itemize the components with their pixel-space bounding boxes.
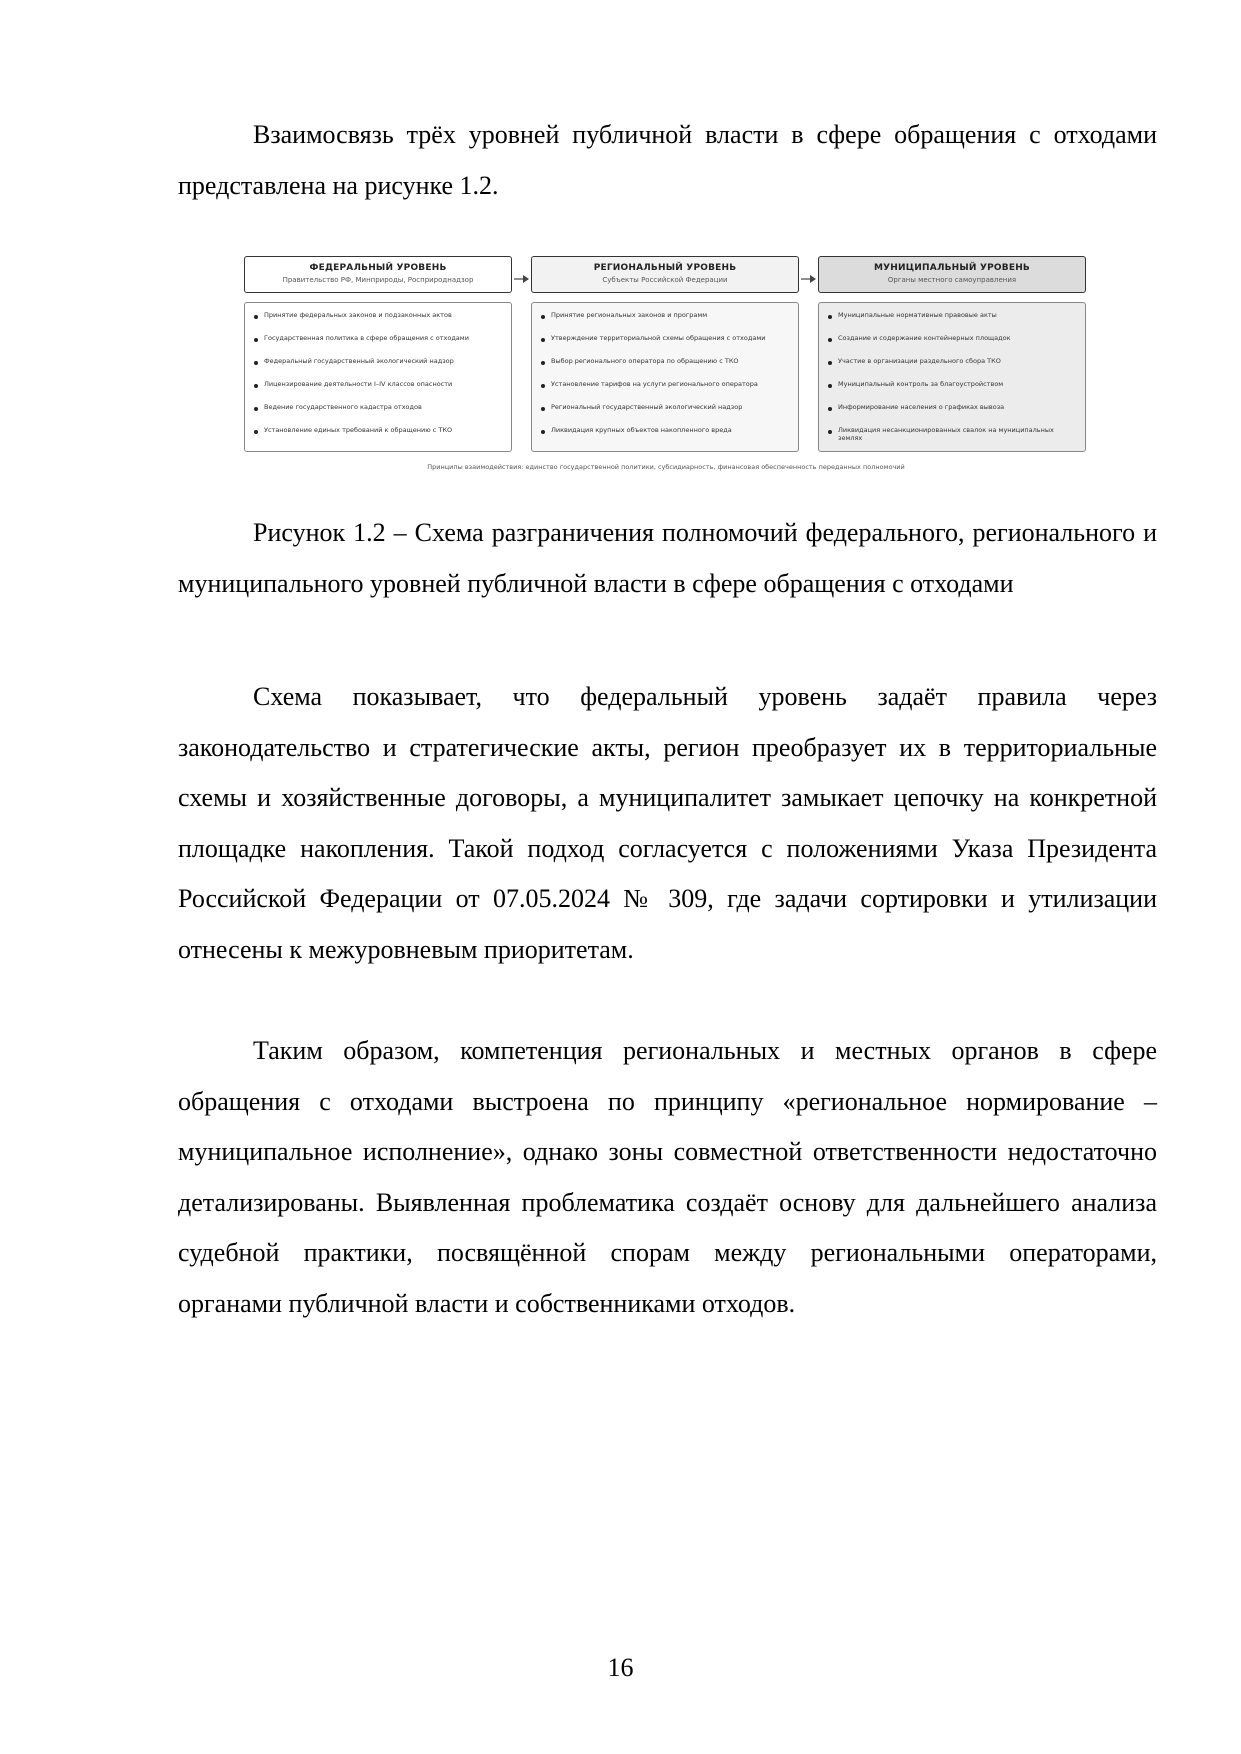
bullet-icon [541,430,545,434]
bullet-icon [828,430,832,434]
list-item: Установление тарифов на услуги регионального оператора [540,378,792,401]
bullet-icon [828,315,832,319]
list-item: Ликвидация несанкционированных свалок на муниципальных землях [827,424,1079,447]
bullet-icon [828,384,832,388]
bullet-icon [541,315,545,319]
arrow-right-icon [801,274,817,284]
list-item: Утверждение территориальной схемы обращения с отходами [540,332,792,355]
figure-footnote: Принципы взаимодействия: единство государственной политики, субсидиарность, финансовая обеспеченность переданных полномочий [427,463,905,471]
list-item: Принятие региональных законов и программ [540,309,792,332]
figure-caption: Рисунок 1.2 – Схема разграничения полномочий федерального, регионального и муниципального уровней публичной власти в сфере обращения с отходами [178,518,1157,598]
page-number: 16 [607,1653,634,1682]
bullet-icon [541,384,545,388]
list-item: Принятие федеральных законов и подзаконных актов [253,309,505,332]
list-item: Муниципальный контроль за благоустройством [827,378,1079,401]
bullet-icon [828,338,832,342]
list-item: Муниципальные нормативные правовые акты [827,309,1079,332]
bullet-icon [828,407,832,411]
regional-level-header [531,256,799,293]
list-item: Установление единых требований к обращению с ТКО [253,424,505,447]
federal-level-header [244,256,512,293]
list-item: Ликвидация крупных объектов накопленного вреда [540,424,792,447]
municipal-level-header [818,256,1086,293]
list-item: Создание и содержание контейнерных площадок [827,332,1079,355]
bullet-icon [254,407,258,411]
figure-1-2-diagram [244,256,1088,476]
body-paragraph: Таким образом, компетенция региональных и местных органов в сфере обращения с отходами выстроена по принципу «региональное нормирование – муниципальное исполнение», однако зоны совместной ответственности недостаточно детализированы. Выявленная проблематика создаёт основу для дальнейшего анализа судебной практики, посвящённой спорам между региональными операторами, органами публичной власти и собственниками отходов. [178,1036,1157,1318]
bullet-icon [541,407,545,411]
bullet-icon [541,338,545,342]
list-item: Федеральный государственный экологический надзор [253,355,505,378]
federal-level-title: ФЕДЕРАЛЬНЫЙ УРОВЕНЬ [309,263,447,273]
list-item: Информирование населения о графиках вывоза [827,401,1079,424]
list-item: Участие в организации раздельного сбора ТКО [827,355,1079,378]
bullet-icon [254,430,258,434]
bullet-icon [254,361,258,365]
list-item: Лицензирование деятельности I–IV классов опасности [253,378,505,401]
bullet-icon [828,361,832,365]
bullet-icon [254,315,258,319]
arrow-right-icon [514,274,530,284]
body-paragraph: Схема показывает, что федеральный уровень задаёт правила через законодательство и стратегические акты, регион преобразует их в территориальные схемы и хозяйственные договоры, а муниципалитет замыкает цепочку на конкретной площадке накопления. Такой подход согласуется с положениями Указа Президента Российской Федерации от 07.05.2024 № 309, где задачи сортировки и утилизации отнесены к межуровневым приоритетам. [178,682,1157,964]
list-item: Региональный государственный экологический надзор [540,401,792,424]
regional-level-subtitle: Субъекты Российской Федерации [602,276,728,284]
municipal-level-list [818,302,1086,452]
regional-level-title: РЕГИОНАЛЬНЫЙ УРОВЕНЬ [593,263,737,273]
municipal-level-subtitle: Органы местного самоуправления [887,276,1017,284]
federal-level-list [244,302,512,452]
list-item: Ведение государственного кадастра отходов [253,401,505,424]
federal-level-subtitle: Правительство РФ, Минприроды, Росприроднадзор [282,276,474,284]
municipal-level-title: МУНИЦИПАЛЬНЫЙ УРОВЕНЬ [874,263,1030,273]
bullet-icon [254,384,258,388]
bullet-icon [541,361,545,365]
intro-paragraph: Взаимосвязь трёх уровней публичной власти в сфере обращения с отходами представлена на рисунке 1.2. [178,120,1157,200]
regional-level-list [531,302,799,452]
bullet-icon [254,338,258,342]
list-item: Выбор регионального оператора по обращению с ТКО [540,355,792,378]
list-item: Государственная политика в сфере обращения с отходами [253,332,505,355]
